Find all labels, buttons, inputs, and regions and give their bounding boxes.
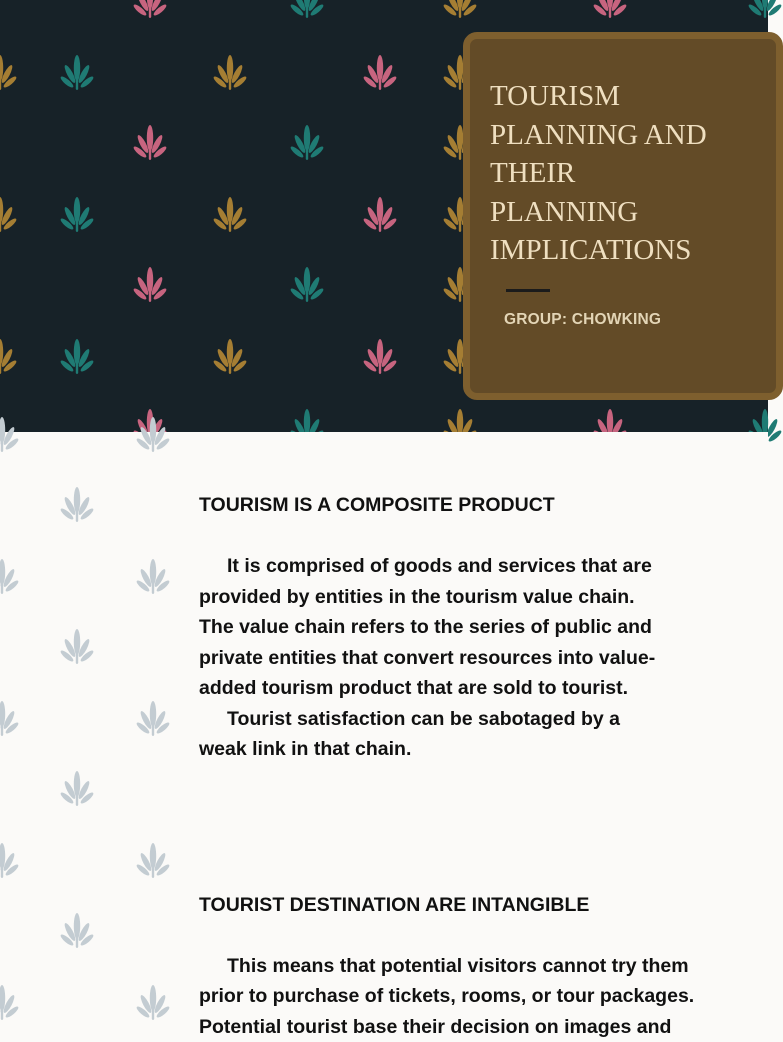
leaf-icon xyxy=(289,0,325,18)
leaf-icon xyxy=(0,701,20,736)
leaf-icon xyxy=(135,701,171,736)
leaf-icon xyxy=(289,267,325,302)
paragraph-line: added tourism product that are sold to tourist. xyxy=(199,677,628,699)
section-paragraph-intangible xyxy=(199,951,739,1042)
paragraph-line: Potential tourist base their decision on images and xyxy=(199,1016,671,1038)
paragraph-line: private entities that convert resources into value- xyxy=(199,647,655,669)
section-paragraph-composite-product xyxy=(199,551,739,765)
title-line-3: THEIR xyxy=(490,157,575,189)
paragraph-line: provided by entities in the tourism value chain. xyxy=(199,586,635,608)
leaf-icon xyxy=(212,55,248,90)
paragraph-line: The value chain refers to the series of public and xyxy=(199,616,652,638)
leaf-icon xyxy=(592,0,628,18)
leaf-icon xyxy=(289,125,325,160)
leaf-icon xyxy=(132,267,168,302)
group-label: GROUP: CHOWKING xyxy=(504,311,661,329)
title-line-2: PLANNING AND xyxy=(490,119,707,151)
leaf-icon xyxy=(0,985,20,1020)
paragraph-line: weak link in that chain. xyxy=(199,738,411,760)
leaf-icon xyxy=(59,55,95,90)
leaf-icon xyxy=(59,913,95,948)
paragraph-line: Tourist satisfaction can be sabotaged by a xyxy=(227,708,620,730)
leaf-icon xyxy=(362,339,398,374)
leaf-icon xyxy=(135,559,171,594)
leaf-icon xyxy=(212,197,248,232)
title-box xyxy=(463,32,783,400)
leaf-icon xyxy=(59,339,95,374)
title-line-5: IMPLICATIONS xyxy=(490,234,691,266)
leaf-icon xyxy=(0,843,20,878)
content-body xyxy=(199,490,739,1042)
leaf-icon xyxy=(59,771,95,806)
leaf-icon xyxy=(0,55,18,90)
leaf-icon xyxy=(132,125,168,160)
leaf-icon xyxy=(59,629,95,664)
paragraph-line: prior to purchase of tickets, rooms, or tour packages. xyxy=(199,985,694,1007)
leaf-icon xyxy=(59,197,95,232)
paragraph-line: It is comprised of goods and services that are xyxy=(227,555,652,577)
leaf-icon xyxy=(0,339,18,374)
leaf-icon xyxy=(132,0,168,18)
slide-title xyxy=(490,77,740,270)
leaf-icon xyxy=(362,55,398,90)
leaf-icon xyxy=(135,843,171,878)
leaf-icon xyxy=(135,985,171,1020)
leaf-icon xyxy=(212,339,248,374)
leaf-icon xyxy=(362,197,398,232)
leaf-icon xyxy=(59,487,95,522)
leaf-icon xyxy=(442,0,478,18)
section-heading-composite-product: TOURISM IS A COMPOSITE PRODUCT xyxy=(199,490,739,520)
paragraph-line: This means that potential visitors cannot try them xyxy=(227,955,689,977)
leaf-icon xyxy=(0,559,20,594)
content-slide xyxy=(0,432,768,1024)
leaf-icon xyxy=(0,197,18,232)
leaf-icon xyxy=(747,0,783,18)
title-slide xyxy=(0,0,768,432)
title-divider xyxy=(506,289,550,292)
title-line-1: TOURISM xyxy=(490,80,620,112)
section-heading-intangible: TOURIST DESTINATION ARE INTANGIBLE xyxy=(199,890,739,920)
title-line-4: PLANNING xyxy=(490,196,638,228)
